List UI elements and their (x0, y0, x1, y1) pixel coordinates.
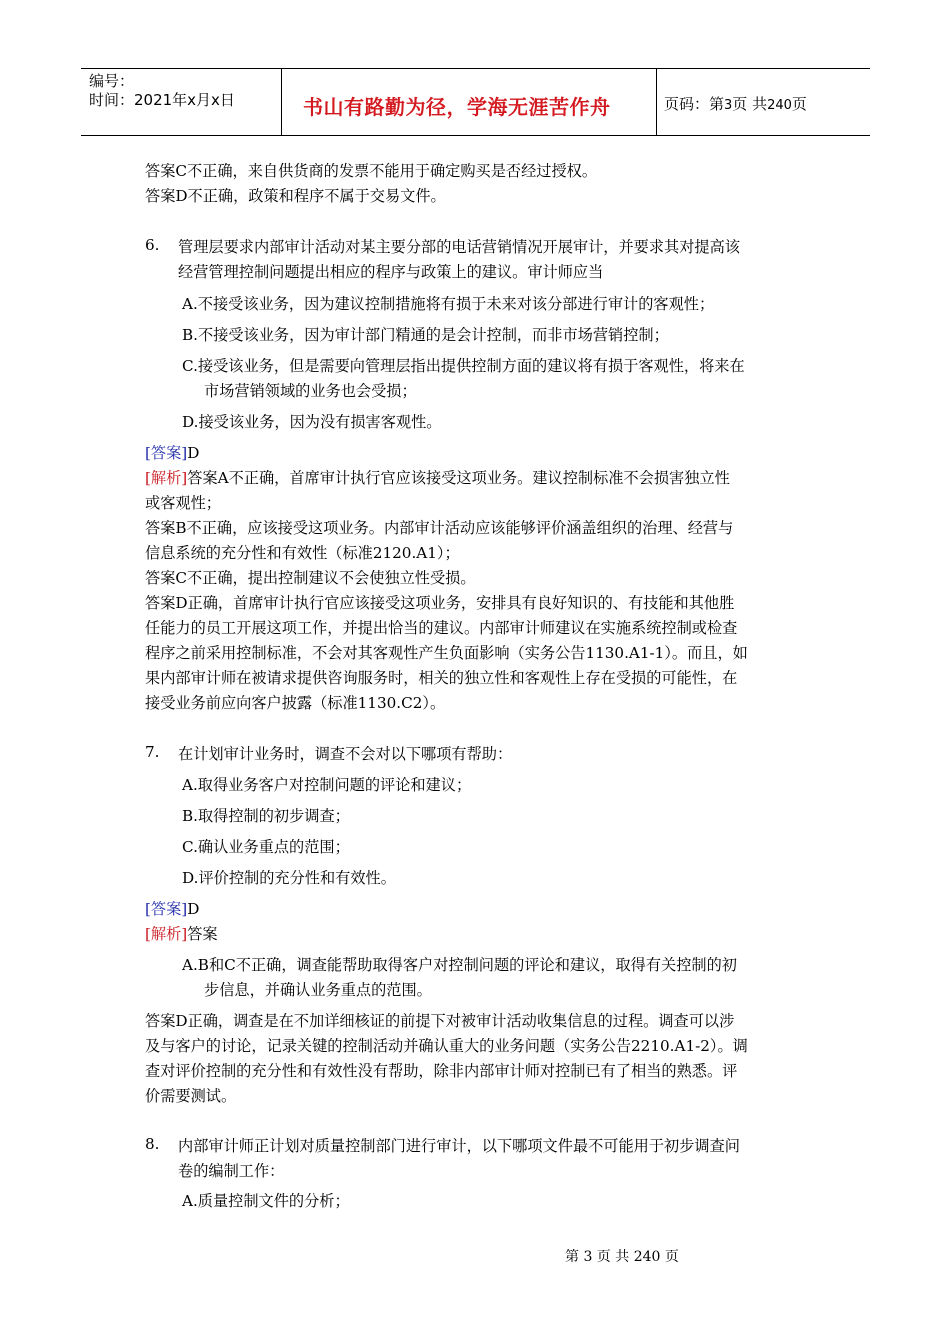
option-b: B.不接受该业务，因为审计部门精通的是会计控制，而非市场营销控制； (182, 326, 669, 344)
option-c: C.确认业务重点的范围； (182, 838, 350, 856)
text-line: 答案D不正确，政策和程序不属于交易文件。 (145, 187, 446, 205)
answer-tag: [答案] (145, 444, 188, 462)
text-line: 答案C不正确，提出控制建议不会使独立性受损。 (145, 569, 476, 587)
option-d: D.接受该业务，因为没有损害客观性。 (182, 413, 442, 431)
explanation-line: [解析]答案 (145, 925, 218, 943)
question-number: 8. (145, 1135, 160, 1153)
text-line: 答案D正确，调查是在不加详细核证的前提下对被审计活动收集信息的过程。调查可以涉 (145, 1012, 735, 1030)
option-c: C.接受该业务，但是需要向管理层指出提供控制方面的建议将有损于客观性，将来在 (182, 357, 745, 375)
time-label: 时间：2021年x月x日 (89, 91, 235, 109)
number-label: 编号： (89, 72, 135, 90)
question-number: 6. (145, 236, 160, 254)
text-line: 及与客户的讨论，记录关键的控制活动并确认重大的业务问题（实务公告2210.A1-2）。调 (145, 1037, 748, 1055)
header-page-total: 240 (767, 98, 792, 113)
text-line: 答案C不正确，来自供货商的发票不能用于确定购买是否经过授权。 (145, 162, 598, 180)
text-line: 程序之前采用控制标准，不会对其客观性产生负面影响（实务公告1130.A1-1）。而且，如 (145, 644, 748, 662)
answer-tag: [答案] (145, 900, 188, 918)
header-right-cell (657, 69, 870, 135)
question-number: 7. (145, 743, 160, 761)
answer-line (145, 898, 199, 919)
header-middle-cell (282, 69, 657, 135)
question-text: 管理层要求内部审计活动对某主要分部的电话营销情况开展审计，并要求其对提高该 (178, 238, 740, 256)
text-line: 步信息，并确认业务重点的范围。 (204, 981, 432, 999)
text-line: 信息系统的充分性和有效性（标准2120.A1）； (145, 544, 460, 562)
option-a: A.取得业务客户对控制问题的评论和建议； (182, 776, 472, 794)
page-header (81, 68, 870, 136)
explanation-tag: [解析] (145, 469, 188, 487)
text-line: 价需要测试。 (145, 1087, 237, 1105)
option-a: A.质量控制文件的分析； (182, 1192, 350, 1210)
header-page-number: 3 (724, 98, 733, 113)
header-page-info: 页码：第3页 共240页 (664, 95, 807, 113)
text-line: 查对评价控制的充分性和有效性没有帮助，除非内部审计师对控制已有了相当的熟悉。评 (145, 1062, 738, 1080)
text-line: 或客观性； (145, 494, 221, 512)
text-line: 答案D正确，首席审计执行官应该接受这项业务，安排具有良好知识的、有技能和其他胜 (145, 594, 735, 612)
answer-value: D (187, 900, 200, 918)
option-c-cont: 市场营销领域的业务也会受损； (204, 382, 417, 400)
question-text: 在计划审计业务时，调查不会对以下哪项有帮助： (178, 745, 513, 763)
text-line: 答案B不正确，应该接受这项业务。内部审计活动应该能够评价涵盖组织的治理、经营与 (145, 519, 734, 537)
text-line: A.B和C不正确，调查能帮助取得客户对控制问题的评论和建议，取得有关控制的初 (182, 956, 737, 974)
option-b: B.取得控制的初步调查； (182, 807, 350, 825)
explanation-line: [解析]答案A不正确，首席审计执行官应该接受这项业务。建议控制标准不会损害独立性 (145, 469, 730, 487)
explanation-tag: [解析] (145, 925, 188, 943)
option-a: A.不接受该业务，因为建议控制措施将有损于未来对该分部进行审计的客观性； (182, 295, 715, 313)
header-motto: 书山有路勤为径，学海无涯苦作舟 (303, 95, 611, 119)
text-line: 果内部审计师在被请求提供咨询服务时，相关的独立性和客观性上存在受损的可能性，在 (145, 669, 738, 687)
answer-line (145, 442, 199, 463)
option-d: D.评价控制的充分性和有效性。 (182, 869, 396, 887)
text-line: 接受业务前应向客户披露（标准1130.C2）。 (145, 694, 446, 712)
question-text: 内部审计师正计划对质量控制部门进行审计，以下哪项文件最不可能用于初步调查问 (178, 1137, 740, 1155)
page-footer: 第 3 页 共 240 页 (565, 1249, 679, 1265)
question-text: 经营管理控制问题提出相应的程序与政策上的建议。审计师应当 (178, 263, 604, 281)
question-text: 卷的编制工作： (178, 1162, 285, 1180)
text-line: 任能力的员工开展这项工作，并提出恰当的建议。内部审计师建议在实施系统控制或检查 (145, 619, 738, 637)
header-left-cell (81, 69, 282, 135)
answer-value: D (187, 444, 200, 462)
